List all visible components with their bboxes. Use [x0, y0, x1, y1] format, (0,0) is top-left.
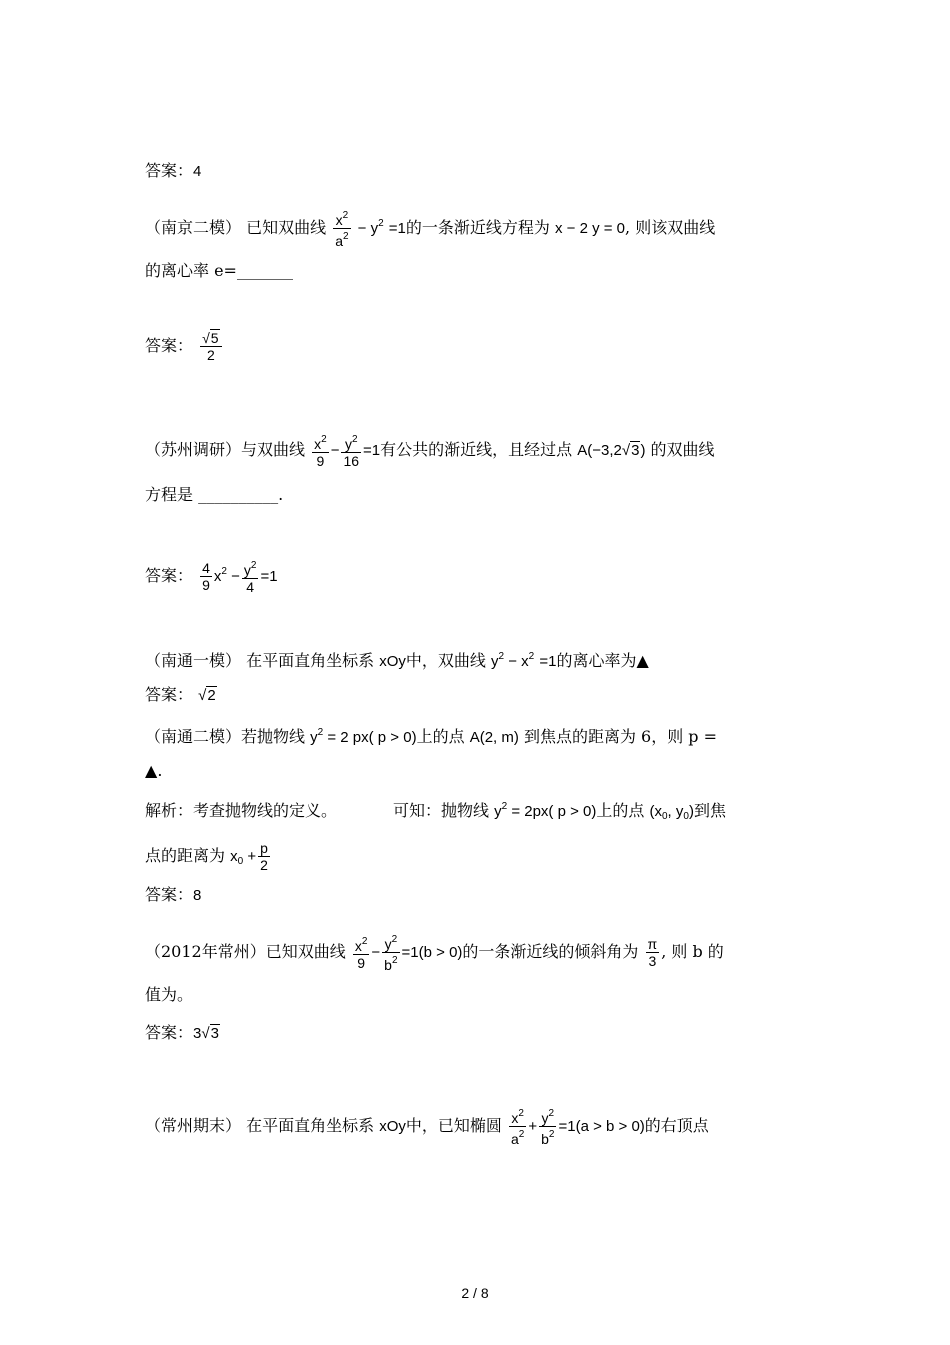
source-tag: （南通一模）: [145, 651, 242, 670]
answer-line: 答案：8: [145, 885, 202, 904]
answer-line: 答案： √2: [145, 685, 216, 704]
question-changzhou-final: （常州期末） 在平面直角坐标系 xOy中，已知椭圆 $\frac{x^2}{a^2}$ + $\frac{y^2}{b^2}$ =1(a > b > 0)的右顶点: [145, 1108, 709, 1147]
answer-line: 答案： $\frac{√5}{2}$: [145, 330, 224, 363]
question-nantong-1: （南通一模） 在平面直角坐标系 xOy中，双曲线 $y^2 - x^2 =1$的离心率为▲: [145, 651, 649, 670]
question-suzhou: （苏州调研）与双曲线 $\frac{x^2}{9}$ − $\frac{y^2}{16}$ =1有公共的渐近线，且经过点 A(−3,2√3) 的双曲线: [145, 434, 715, 469]
answer-line: 答案： $\frac{4}{9}$ $x^2$ − $\frac{y^2}{4}$ =1: [145, 560, 278, 595]
question-line: 值为。: [145, 985, 194, 1004]
analysis-line: 解析：考查抛物线的定义。 可知：抛物线 $y^2 = 2px$( p > 0)上的点 ($x_0$, $y_0$)到焦: [145, 801, 726, 822]
blank-triangle-icon: ▲: [636, 651, 649, 670]
source-tag: （常州期末）: [145, 1116, 242, 1135]
source-tag: （南京二模）: [145, 218, 242, 237]
question-nanjing: （南京二模） 已知双曲线 $\frac{x^2}{a^2}$ − $y^2 =1$的一条渐近线方程为 x − 2 y = 0, 则该双曲线: [145, 210, 716, 249]
question-changzhou-2012: （2012年常州）已知双曲线 $\frac{x^2}{9}$ − $\frac{y^2}{b^2}$ =1(b > 0)的一条渐近线的倾斜角为 $\frac{\pi}{3}$ , 则 b 的: [145, 934, 724, 973]
answer-value: 4: [193, 163, 202, 180]
source-tag: （2012年常州）: [145, 942, 266, 961]
source-tag: （南通二模）: [145, 727, 242, 746]
source-tag: （苏州调研）: [145, 440, 242, 459]
fraction: $\frac{x^2}{a^2}$: [335, 210, 349, 249]
question-line: 的离心率 e=_______: [145, 261, 293, 280]
question-line: ▲.: [145, 761, 163, 780]
analysis-line: 点的距离为 $x_0$ + $\frac{p}{2}$: [145, 840, 268, 873]
page-number: 2 / 8: [461, 1285, 489, 1301]
answer-line: 答案：4: [145, 161, 202, 180]
blank-triangle-icon: ▲: [145, 761, 158, 780]
question-nantong-2: （南通二模）若抛物线 $y^2 = 2$ px( p > 0)上的点 A(2, m) 到焦点的距离为 6，则 p =: [145, 727, 718, 746]
fraction: $\frac{√5}{2}$: [200, 330, 221, 363]
question-line: 方程是 __________.: [145, 485, 284, 504]
answer-line: 答案：3√3: [145, 1023, 219, 1042]
